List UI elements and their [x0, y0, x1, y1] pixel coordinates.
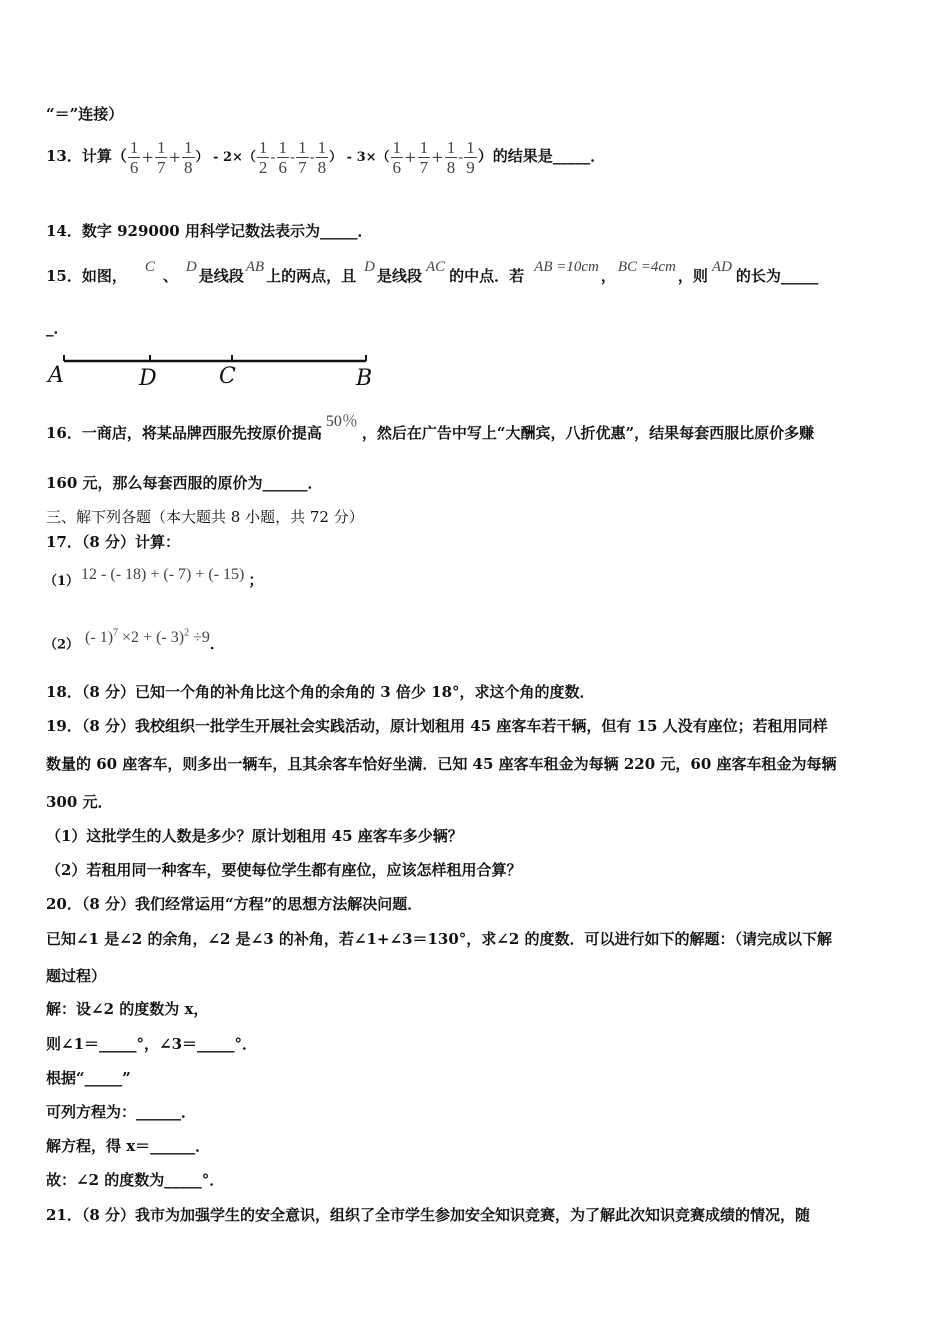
fraction: $\frac{1}{7}$: [156, 137, 166, 177]
q12-tail: “＝”连接）: [46, 105, 124, 123]
point-label-d: D: [139, 366, 157, 391]
q19-sub1: （1）这批学生的人数是多少？原计划租用 45 座客车多少辆？: [46, 827, 463, 845]
fraction: $\frac{1}{9}$: [466, 137, 475, 177]
question-18: 18．（8 分）已知一个角的补角比这个角的余角的 3 倍少 18°，求这个角的度数．: [46, 683, 595, 701]
q13-op2: ） - 3×（: [329, 150, 390, 165]
segment-figure: [44, 347, 384, 395]
q20-line9: 故：∠2 的度数为_____°．: [46, 1171, 225, 1189]
q20-line8: 解方程，得 x＝______．: [46, 1137, 211, 1155]
fraction: $\frac{1}{7}$: [419, 137, 429, 177]
section-3-heading: 三、解下列各题（本大题共 8 小题，共 72 分）: [46, 508, 364, 526]
q19-line3: 300 元．: [46, 793, 113, 811]
q16-line2: 160 元，那么每套西服的原价为______．: [46, 474, 323, 492]
fraction: $\frac{1}{7}$: [298, 137, 307, 177]
fraction: $\frac{1}{8}$: [184, 137, 193, 177]
q17-part1: （1） 12 - (- 18) + (- 7) + (- 15) ；: [44, 566, 264, 589]
fraction: $\frac{1}{6}$: [129, 137, 139, 177]
fraction: $\frac{1}{8}$: [446, 137, 456, 177]
q13-tail: ）的结果是_____．: [477, 147, 606, 165]
q20-line7: 可列方程为：______．: [46, 1103, 197, 1121]
fraction: $\frac{1}{2}$: [258, 137, 268, 177]
q19-line2: 数量的 60 座客车，则多出一辆车，且其余客车恰好坐满．已知 45 座客车租金为每辆 220 元，60 座客车租金为每辆: [46, 755, 837, 773]
q20-line3: 题过程）: [46, 967, 107, 985]
question-16: 16．一商店，将某品牌西服先按原价提高50％，然后在广告中写上“大酬宾，八折优惠”，结果每套西服比原价多赚: [46, 413, 815, 442]
fraction: $\frac{1}{6}$: [278, 137, 287, 177]
q15-wrap: _．: [46, 319, 69, 337]
segment-line: [44, 347, 384, 395]
q20-line2: 已知∠1 是∠2 的余角，∠2 是∠3 的补角，若∠1+∠3＝130°，求∠2 的度数．可以进行如下的解题：（请完成以下解: [46, 930, 833, 948]
q20-line5: 则∠1＝_____°，∠3＝_____°．: [46, 1035, 258, 1053]
q17-part2: （2） (- 1)$^7$ ×2 + (- 3)$^2$ ÷9．: [44, 628, 225, 653]
point-label-c: C: [219, 364, 236, 389]
q19-sub2: （2）若租用同一种客车，要使每位学生都有座位，应该怎样租用合算？: [46, 861, 522, 879]
q20-line6: 根据“_____”: [46, 1069, 131, 1087]
question-14: 14．数字 929000 用科学记数法表示为_____．: [46, 222, 373, 240]
question-17: 17．（8 分）计算：: [46, 533, 181, 551]
point-label-a: A: [48, 363, 64, 388]
q13-op1: ） - 2×（: [195, 150, 256, 165]
question-21: 21．（8 分）我市为加强学生的安全意识，组织了全市学生参加安全知识竞赛，为了解此次知识竞赛成绩的情况，随: [46, 1206, 811, 1224]
question-20: 20．（8 分）我们经常运用“方程”的思想方法解决问题．: [46, 895, 423, 913]
fraction: $\frac{1}{8}$: [317, 137, 327, 177]
question-15: 15．如图， C 、 D 是线段 AB 上的两点，且 D 是线段 AC 的中点．若 AB =10cm ， BC =4cm ，则 AD 的长为_____: [46, 259, 819, 285]
question-13: 13．计算（ $\frac{1}{6}$ + $\frac{1}{7}$ + $\frac{1}{8}$ ） - 2×（ $\frac{1}{2}$ - $\frac{1}{6}$ - $\frac{1}{7}$ - $\frac{1}{8}$ ） - 3×（ $\frac{1}{6}$ + $\frac{1}{7}$ + $\frac{1}{8}$ - $\frac{1}{9}$ ）的结果是_____．: [46, 137, 606, 177]
question-19: 19．（8 分）我校组织一批学生开展社会实践活动，原计划租用 45 座客车若干辆，但有 15 人没有座位；若租用同样: [46, 717, 828, 735]
q13-label: 13．计算（: [46, 147, 127, 165]
fraction: $\frac{1}{6}$: [392, 137, 402, 177]
q20-line4: 解：设∠2 的度数为 x，: [46, 1000, 209, 1018]
point-label-b: B: [356, 366, 373, 391]
